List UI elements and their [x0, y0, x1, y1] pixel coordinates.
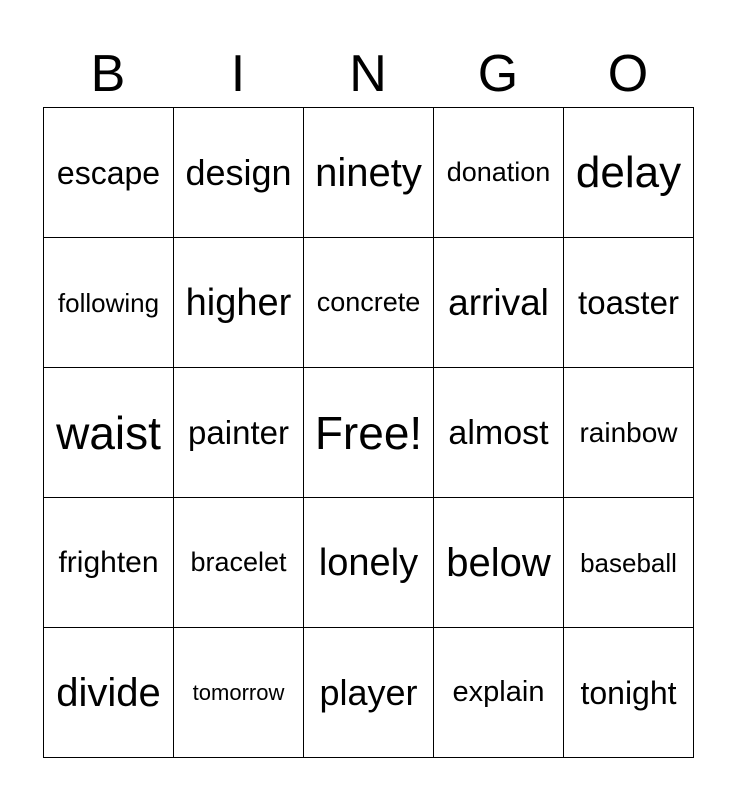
bingo-cell[interactable]: escape — [44, 108, 174, 238]
bingo-cell[interactable]: divide — [44, 628, 174, 758]
header-letter-n: N — [349, 45, 387, 103]
bingo-cell[interactable]: lonely — [304, 498, 434, 628]
header-letter-i: I — [230, 45, 246, 103]
bingo-cell[interactable]: player — [304, 628, 434, 758]
bingo-cell[interactable]: delay — [564, 108, 694, 238]
board-row — [44, 238, 694, 368]
bingo-cell[interactable]: baseball — [564, 498, 694, 628]
bingo-board — [43, 107, 694, 758]
board-row — [44, 498, 694, 628]
bingo-cell[interactable]: almost — [434, 368, 564, 498]
bingo-cell[interactable]: higher — [174, 238, 304, 368]
bingo-cell[interactable]: tonight — [564, 628, 694, 758]
bingo-cell[interactable]: waist — [44, 368, 174, 498]
bingo-cell[interactable]: painter — [174, 368, 304, 498]
bingo-cell[interactable]: frighten — [44, 498, 174, 628]
bingo-cell[interactable]: ninety — [304, 108, 434, 238]
board-row — [44, 368, 694, 498]
header-letter-b: B — [90, 45, 126, 103]
bingo-cell[interactable]: donation — [434, 108, 564, 238]
bingo-cell[interactable]: concrete — [304, 238, 434, 368]
bingo-cell[interactable]: tomorrow — [174, 628, 304, 758]
bingo-cell[interactable]: toaster — [564, 238, 694, 368]
free-space-cell[interactable]: Free! — [304, 368, 434, 498]
board-row — [44, 108, 694, 238]
bingo-header — [43, 40, 693, 108]
bingo-cell[interactable]: following — [44, 238, 174, 368]
header-letter-g: G — [477, 45, 519, 103]
bingo-cell[interactable]: explain — [434, 628, 564, 758]
bingo-cell[interactable]: bracelet — [174, 498, 304, 628]
bingo-cell[interactable]: design — [174, 108, 304, 238]
bingo-cell[interactable]: rainbow — [564, 368, 694, 498]
bingo-cell[interactable]: below — [434, 498, 564, 628]
board-row — [44, 628, 694, 758]
header-letter-o: O — [607, 45, 649, 103]
bingo-cell[interactable]: arrival — [434, 238, 564, 368]
